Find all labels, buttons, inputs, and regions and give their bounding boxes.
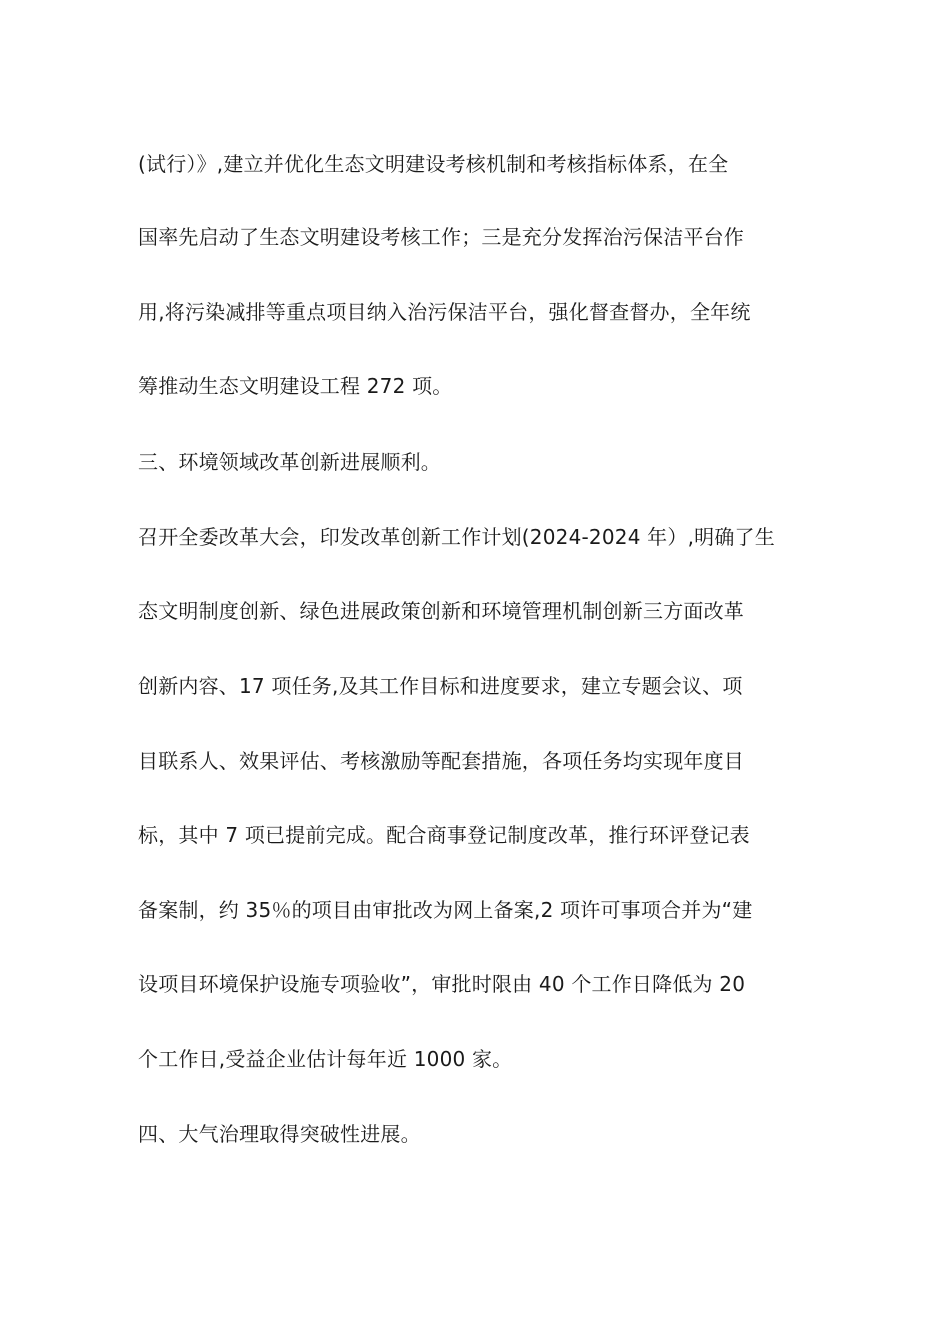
text-line: 目联系人、效果评估、考核激励等配套措施，各项任务均实现年度目: [138, 749, 744, 773]
text-line: 态文明制度创新、绿色进展政策创新和环境管理机制创新三方面改革: [138, 599, 744, 623]
text-line: 设项目环境保护设施专项验收”，审批时限由 40 个工作日降低为 20: [138, 972, 746, 996]
text-line: 备案制，约 35％的项目由审批改为网上备案,2 项许可事项合并为“建: [138, 898, 753, 922]
text-line: 国率先启动了生态文明建设考核工作；三是充分发挥治污保洁平台作: [138, 225, 744, 249]
text-line: 用,将污染减排等重点项目纳入治污保洁平台，强化督查督办，全年统: [138, 300, 751, 324]
text-line: 召开全委改革大会，印发改革创新工作计划(2024-2024 年）,明确了生: [138, 525, 775, 549]
text-line: 创新内容、17 项任务,及其工作目标和进度要求，建立专题会议、项: [138, 674, 743, 698]
section-heading: 四、大气治理取得突破性进展。: [138, 1122, 421, 1146]
text-line: 个工作日,受益企业估计每年近 1000 家。: [138, 1047, 513, 1071]
text-line: 筹推动生态文明建设工程 272 项。: [138, 374, 453, 398]
section-heading: 三、环境领域改革创新进展顺利。: [138, 450, 441, 474]
text-line: (试行）》,建立并优化生态文明建设考核机制和考核指标体系，在全: [138, 152, 729, 176]
text-line: 标，其中 7 项已提前完成。配合商事登记制度改革，推行环评登记表: [138, 823, 750, 847]
